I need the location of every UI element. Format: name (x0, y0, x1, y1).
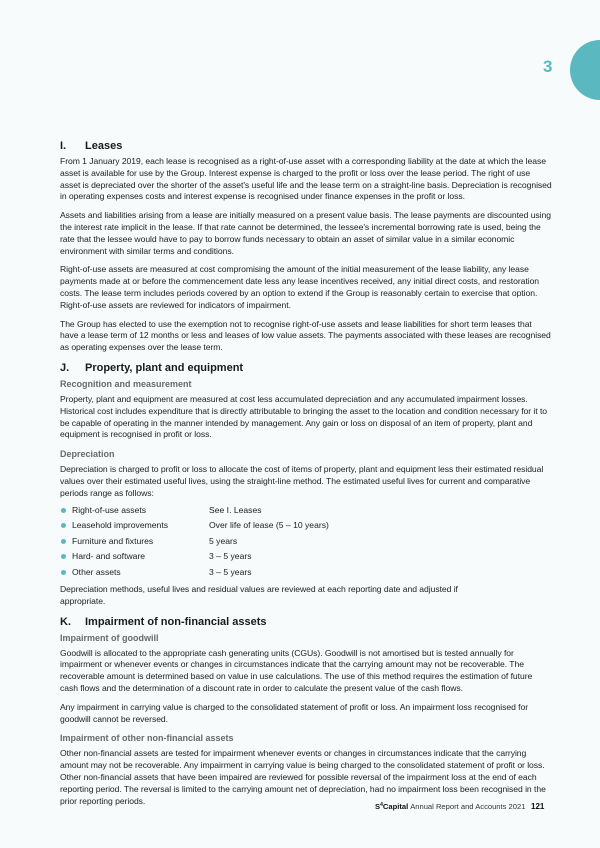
page-number: 121 (531, 802, 545, 811)
bullet-icon (61, 523, 66, 528)
brand-superscript: 4 (380, 802, 383, 808)
subheading-depreciation: Depreciation (60, 449, 115, 460)
asset-name: Other assets (72, 566, 121, 577)
ppe-recognition-paragraph: Property, plant and equipment are measured at cost less accumulated depreciation and any accumulated impairment losses. Historical cost includes expenditure that is directly attributable to bringing the asset to the location and condition necessary for it to be capable of operating in the manner intended by management. Any gain or loss on disposal of an item of property, plant and equipment is recognised in profit or loss. (60, 393, 548, 440)
ppe-depreciation-paragraph: Depreciation is charged to profit or loss to allocate the cost of items of property, plant and equipment less their estimated residual values over their estimated useful lives, using the straight-line method. The estimated useful lives for current and comparative periods range as follows: (60, 464, 544, 498)
asset-name: Furniture and fixtures (72, 535, 154, 546)
subheading-recognition: Recognition and measurement (60, 378, 192, 389)
section-letter: J. (60, 361, 70, 374)
report-title: Annual Report and Accounts 2021 (410, 802, 526, 811)
leases-paragraph-1: From 1 January 2019, each lease is recognised as a right-of-use asset with a corresponding liability at the date at which the lease asset is available for use by the Group. Interest expense is charged to the profit or loss over the lease period. The right of use asset is depreciated over the shorter of the asset's useful life and the lease term on a straight-line basis. Depreciation is recognised in operating expenses costs and interest expense is recognised under finance expenses in the profit or loss. (60, 156, 552, 202)
section-heading-impairment (60, 615, 552, 629)
list-item (60, 549, 552, 565)
page-content (60, 139, 552, 814)
leases-paragraph-3: Right-of-use assets are measured at cost compromising the amount of the initial measurement of the lease liability, any lease payments made at or before the commencement date less any lease incentives received, any initial direct costs, and restoration costs. The lease term includes periods covered by an option to extend if the Group is reasonably certain to exercise that option. Right-of-use assets are reviewed for indicators of impairment. (60, 264, 540, 310)
goodwill-paragraph-1: Goodwill is allocated to the appropriate cash generating units (CGUs). Goodwill is not amortised but is tested annually for impairment or whenever events or changes in circumstances indicate that the carrying amount may not be recoverable. The recoverable amount is determined based on value in use calculations. The use of this method requires the estimation of future cash flows and the determination of a discount rate in order to calculate the present value of the cash flows. (60, 647, 533, 694)
subheading-goodwill: Impairment of goodwill (60, 632, 159, 643)
section-title: Impairment of non-financial assets (85, 615, 267, 628)
section-heading-ppe (60, 361, 552, 375)
bullet-icon (61, 539, 66, 544)
asset-life: 5 years (209, 535, 238, 546)
asset-life: 3 – 5 years (209, 566, 252, 577)
leases-paragraph-2: Assets and liabilities arising from a lease are initially measured on a present value basis. The lease payments are discounted using the interest rate implicit in the lease. If that rate cannot be determined, the lessee's incremental borrowing rate is used, being the rate that the lessee would have to pay to borrow funds necessary to obtain an asset of similar value in a similar economic environment with similar terms and conditions. (60, 210, 551, 256)
asset-name: Right-of-use assets (72, 504, 147, 515)
asset-name: Hard- and software (72, 551, 146, 562)
list-item (60, 534, 552, 550)
section-letter: I. (60, 140, 67, 152)
brand-name: Capital (382, 802, 409, 811)
asset-name: Leasehold improvements (72, 520, 169, 531)
useful-lives-list (60, 503, 552, 581)
bullet-icon (61, 554, 66, 559)
section-title: Leases (85, 140, 123, 152)
subheading-other-nonfinancial: Impairment of other non-financial assets (60, 733, 234, 744)
section-title: Property, plant and equipment (85, 361, 244, 374)
section-letter: K. (60, 615, 71, 628)
brand-prefix: S (375, 802, 381, 811)
section-heading-leases (60, 139, 552, 153)
page-footer (375, 802, 545, 811)
goodwill-paragraph-2: Any impairment in carrying value is charged to the consolidated statement of profit or loss. An impairment loss recognised for goodwill cannot be reversed. (60, 701, 529, 724)
bullet-icon (61, 570, 66, 575)
other-impairment-paragraph: Other non-financial assets are tested for impairment whenever events or changes in circumstances indicate that the carrying amount may not be recoverable. Any impairment in carrying value is being charged to the consolidated statement of profit or loss. Other non-financial assets that have been impaired are reviewed for possible reversal of the impairment loss at the end of each reporting period. The reversal is limited to the carrying amount net of depreciation, had no impairment loss been recognised in the prior reporting periods. (60, 748, 546, 806)
asset-life: 3 – 5 years (209, 551, 252, 562)
list-item (60, 565, 552, 581)
list-item (60, 503, 552, 519)
asset-life: See I. Leases (209, 504, 262, 515)
brand-logo (375, 802, 408, 811)
bullet-icon (61, 508, 66, 513)
list-item (60, 518, 552, 534)
ppe-closing-paragraph: Depreciation methods, useful lives and residual values are reviewed at each reporting date and adjusted if appropriate. (60, 584, 458, 606)
chapter-tab-circle (570, 40, 600, 100)
leases-paragraph-4: The Group has elected to use the exemption not to recognise right-of-use assets and lease liabilities for short term leases that have a lease term of 12 months or less and leases of low value assets. The payments associated with these leases are recognised as operating expenses over the lease term. (60, 318, 551, 353)
asset-life: Over life of lease (5 – 10 years) (209, 520, 329, 531)
chapter-number: 3 (543, 57, 553, 76)
